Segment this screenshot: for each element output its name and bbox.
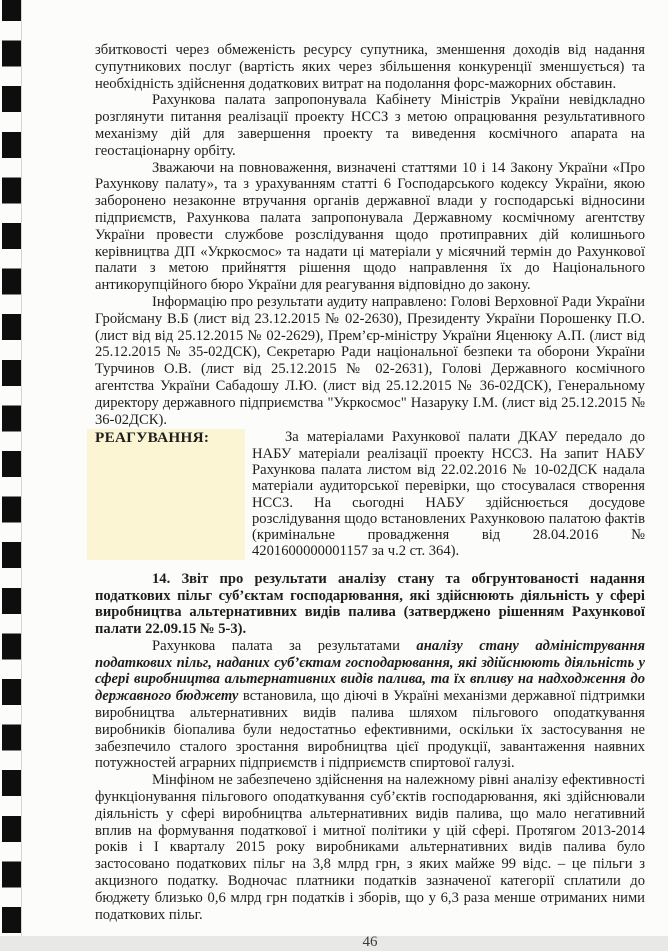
- page-edge-line: [21, 0, 22, 936]
- analysis-findings-lead: Рахункова палата за результатами: [152, 637, 417, 654]
- analysis-findings-emphasis: аналізу стану адміністрування податкових пільг, наданих суб’єктам господарювання, які здійснюють діяльність у сфері виробництва альтернативних видів палива, та їх впливу на надходження до державного бюджету: [95, 637, 645, 705]
- section-14-heading: 14. Звіт про результати аналізу стану та обгрунтованості надання податкових пільг суб’єктам господарювання, які здійснюють діяльність у сфері виробництва альтернативних видів палива (затверджено рішенням Рахункової палати 22.09.15 № 5-3).: [95, 570, 645, 638]
- reaction-label: РЕАГУВАННЯ:: [95, 429, 210, 447]
- paragraph-minfin-findings: Мінфіном не забезпечено здійснення на належному рівні аналізу ефективності функціонування пільгового оподаткування суб’єктів господарювання, які здійснювали діяльність у сфері виробництва альтернативних видів палива, що мало негативний вплив на формування податкової і митної політики у цій сфері. Протягом 2013-2014 років і І кварталу 2015 року виробниками альтернативних видів палива було застосовано податкових пільг на 3,8 млрд грн, з яких майже 99 відс. – це пільги з акцизного податку. Водночас платники податків зазначеної категорії сплатили до бюджету близько 0,6 млрд грн податків і зборів, що у 6,3 раза менше отриманих ними податкових пільг.: [95, 772, 645, 923]
- reaction-highlight-box: [87, 429, 245, 559]
- paragraph-audit-recipients: Інформацію про результати аудиту направлено: Голові Верховної Ради України Гройсману В.Б (лист від 23.12.2015 № 02-2630), Президенту України Порошенку П.О. (лист від від 25.12.2015 № 02-2629), Прем’єр-міністру України Яценюку А.П. (лист від 25.12.2015 № 35-02ДСК), Секретарю Ради національної безпеки та оборони України Турчинов О.В. (лист від 25.12.2015 № 02-2631), Голові Державного космічного агентства України Сабадошу Л.Ю. (лист від 25.12.2015 № 36-02ДСК), Генеральному директору державного підприємства "Укркосмос" Назаруку І.М. (лист від 25.12.2015 № 36-02ДСК).: [95, 293, 645, 428]
- paragraph-analysis-findings: [95, 638, 645, 772]
- page-content: [95, 42, 645, 951]
- page-number: 46: [362, 934, 378, 951]
- binding-holes: [2, 0, 21, 945]
- reaction-text: За матеріалами Рахункової палати ДКАУ передало до НАБУ матеріали реалізації проекту НССЗ. На запит НАБУ Рахункова палата листом від 22.02.2016 № 10-02ДСК надала матеріали аудиторської перевірки, що стосувалася створення НССЗ. На сьогодні НАБУ здійснюється досудове розслідування щодо встановлених Рахунковою палатою фактів (кримінальне провадження від 28.04.2016 № 4201600000001157 за ч.2 ст. 364).: [252, 429, 645, 560]
- paragraph-legal-grounds: Зважаючи на повноваження, визначені статтями 10 і 14 Закону України «Про Рахункову палату», та з урахуванням статті 6 Господарського кодексу України, якою заборонено незаконне втручання органів державної влади у господарські відносини підприємств, Рахункова палата запропонувала Державному космічному агентству України провести службове розслідування щодо протиправних дій колишнього керівництва ДП «Укркосмос» та надати ці матеріали у місячний термін до Рахункової палати з метою прийняття рішення щодо направлення їх до Національного антикорупційного бюро України для реагування відповідно до закону.: [95, 159, 645, 294]
- analysis-findings-tail: встановила, що діючі в Україні механізми державної підтримки виробництва альтернативних видів палива шляхом пільгового оподаткування виробників біопалива були недостатньо ефективними, оскільки їх застосування не забезпечило сталого зростання виробництва цієї продукції, завантаження наявних потужностей аграрних підприємств і підприємств спиртової галузі.: [95, 688, 646, 772]
- paragraph-cabinet-proposal: Рахункова палата запропонувала Кабінету Міністрів України невідкладно розглянути питання реалізації проекту НССЗ з метою опрацювання результативного механізму дій для завершення проекту та виведення космічного апарата на геостаціонарну орбіту.: [95, 92, 645, 159]
- paragraph-satellite-losses: збитковості через обмеженість ресурсу супутника, зменшення доходів від надання супутникових послуг (вартість яких через збільшення конкуренції зменшується) та необхідність здійснення додаткових витрат на подолання форс-мажорних обставин.: [95, 42, 645, 92]
- reaction-section: [87, 429, 645, 559]
